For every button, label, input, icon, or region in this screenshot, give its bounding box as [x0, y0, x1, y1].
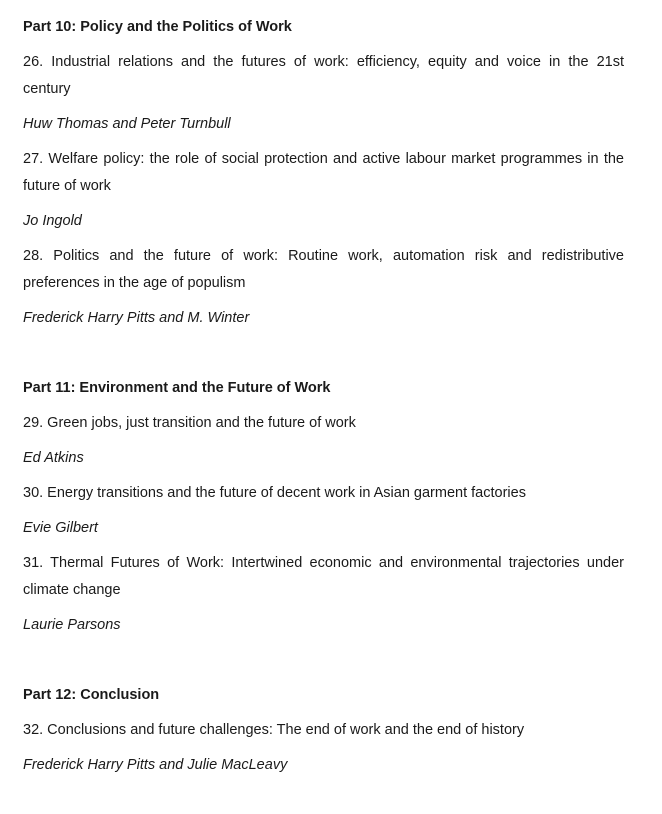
chapter-31-title-line-1: 31. Thermal Futures of Work: Intertwined economic and environmental trajectories under: [23, 555, 624, 571]
chapter-32-title: 32. Conclusions and future challenges: The end of work and the end of history: [23, 722, 525, 738]
chapter-27-title-line-1: 27. Welfare policy: the role of social protection and active labour market programmes in the: [23, 151, 624, 167]
chapter-29-authors: Ed Atkins: [23, 450, 84, 466]
chapter-32-authors: Frederick Harry Pitts and Julie MacLeavy: [23, 757, 288, 773]
chapter-28-title-line-1: 28. Politics and the future of work: Routine work, automation risk and redistributive: [23, 248, 624, 264]
section-heading-part-12: Part 12: Conclusion: [23, 687, 160, 703]
chapter-26-title-line-1: 26. Industrial relations and the futures of work: efficiency, equity and voice in the 21st: [23, 54, 624, 70]
chapter-29-title: 29. Green jobs, just transition and the future of work: [23, 415, 356, 431]
chapter-27-authors: Jo Ingold: [23, 213, 82, 229]
chapter-30-authors: Evie Gilbert: [23, 520, 98, 536]
chapter-26-title-line-2: century: [23, 81, 71, 97]
section-heading-part-11: Part 11: Environment and the Future of Work: [23, 380, 331, 396]
chapter-28-title-line-2: preferences in the age of populism: [23, 275, 246, 291]
chapter-30-title: 30. Energy transitions and the future of decent work in Asian garment factories: [23, 485, 526, 501]
chapter-26-authors: Huw Thomas and Peter Turnbull: [23, 116, 231, 132]
chapter-31-title-line-2: climate change: [23, 582, 121, 598]
chapter-27-title-line-2: future of work: [23, 178, 111, 194]
chapter-31-authors: Laurie Parsons: [23, 617, 121, 633]
section-heading-part-10: Part 10: Policy and the Politics of Work: [23, 19, 292, 35]
chapter-28-authors: Frederick Harry Pitts and M. Winter: [23, 310, 250, 326]
